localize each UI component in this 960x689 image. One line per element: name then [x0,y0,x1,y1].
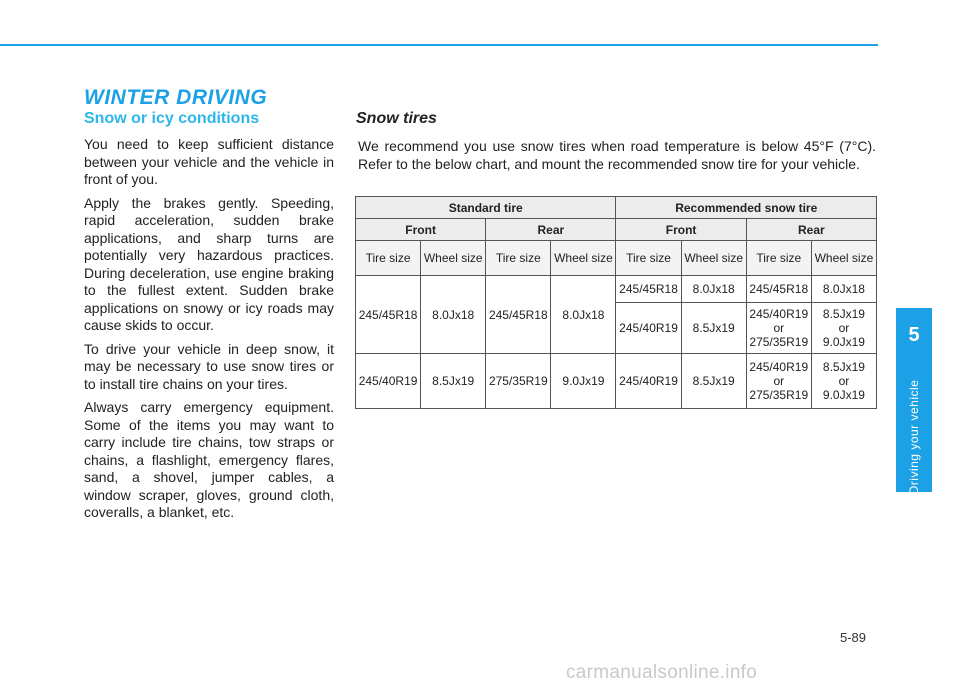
snow-tire-table [355,196,877,409]
chapter-label: Driving your vehicle [907,379,921,495]
table-cell: 8.0Jx18 [421,276,486,354]
header-std-rear: Rear [486,219,616,241]
header-snow-front: Front [616,219,746,241]
subheader-wheel-size: Wheel size [551,241,616,276]
table-cell: 245/40R19 or 275/35R19 [746,354,811,409]
section-title: WINTER DRIVING [84,86,268,109]
subheader-wheel-size: Wheel size [681,241,746,276]
table-cell: 245/45R18 [616,276,681,303]
subheader-tire-size: Tire size [616,241,681,276]
snow-icy-section [84,110,334,528]
header-snow-rear: Rear [746,219,876,241]
paragraph-brakes: Apply the brakes gently. Speeding, rapid acceleration, sudden brake applications, and sharp turns are potentially very hazardous practices. During deceleration, use engine braking to the fullest extent. Sudden brake applications on snowy or icy roads may cause skids to occur. [84,194,334,333]
table-cell: 9.0Jx19 [551,354,616,409]
table-cell: 245/40R19 [616,303,681,354]
subheader-tire-size: Tire size [356,241,421,276]
subheader-tire-size: Tire size [746,241,811,276]
table-cell: 8.5Jx19 or 9.0Jx19 [811,303,876,354]
table-cell: 8.0Jx18 [811,276,876,303]
table-cell: 8.0Jx18 [551,276,616,354]
subheader-wheel-size: Wheel size [811,241,876,276]
paragraph-emergency: Always carry emergency equipment. Some of the items you may want to carry include tire chains, tow straps or chains, a flashlight, emergency flares, sand, a shovel, jumper cables, a window scraper, gloves, ground cloth, coveralls, a blanket, etc. [84,399,334,520]
subheader-wheel-size: Wheel size [421,241,486,276]
header-std-front: Front [356,219,486,241]
table-cell: 8.5Jx19 [421,354,486,409]
table-cell: 245/45R18 [356,276,421,354]
paragraph-distance: You need to keep sufficient distance between your vehicle and the vehicle in front of you. [84,136,334,187]
snow-tires-heading: Snow tires [356,110,437,127]
header-recommended-snow-tire: Recommended snow tire [616,197,877,219]
table-cell: 8.5Jx19 [681,303,746,354]
table-cell: 245/40R19 or 275/35R19 [746,303,811,354]
snow-icy-heading: Snow or icy conditions [84,110,260,127]
table-cell: 245/45R18 [746,276,811,303]
table-cell: 8.0Jx18 [681,276,746,303]
snow-tires-section [356,110,876,173]
table-cell: 275/35R19 [486,354,551,409]
table-cell: 245/40R19 [356,354,421,409]
watermark: carmanualsonline.info [566,662,758,683]
subheader-tire-size: Tire size [486,241,551,276]
table-cell: 8.5Jx19 [681,354,746,409]
table-cell: 8.5Jx19 or 9.0Jx19 [811,354,876,409]
chapter-tab [896,308,932,495]
table-cell: 245/45R18 [486,276,551,354]
table-cell: 245/40R19 [616,354,681,409]
page-number: 5-89 [840,630,867,645]
header-standard-tire: Standard tire [356,197,616,219]
paragraph-deep-snow: To drive your vehicle in deep snow, it may be necessary to use snow tires or to install tire chains on your tires. [84,340,334,392]
snow-tires-intro: We recommend you use snow tires when road temperature is below 45°F (7°C). Refer to the below chart, and mount the recommended snow tire for your vehicle. [358,138,876,172]
header-rule [0,44,878,46]
chapter-number: 5 [908,324,920,346]
